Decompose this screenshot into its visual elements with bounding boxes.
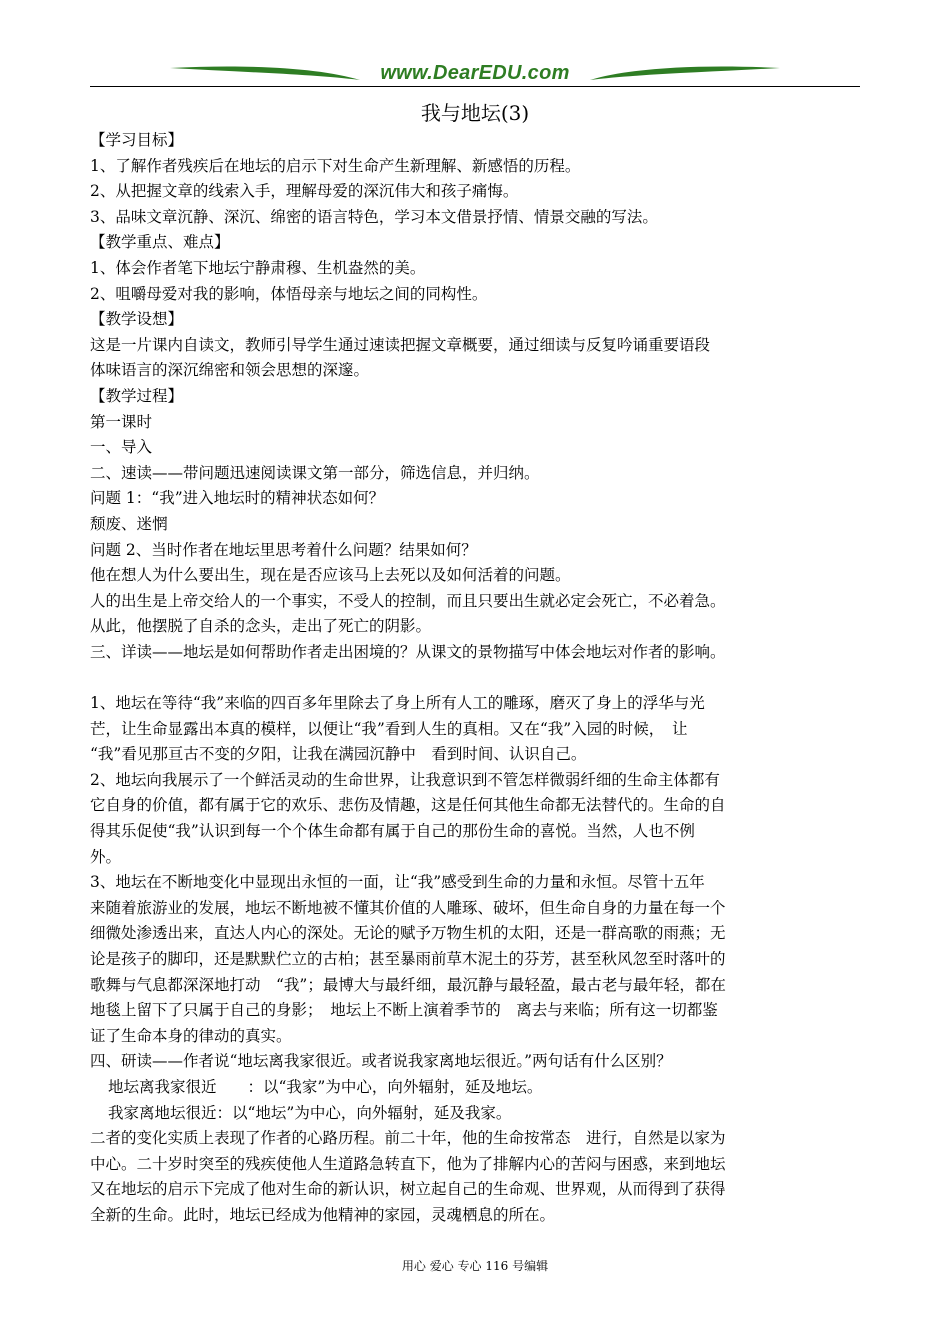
blank-line: [90, 665, 865, 691]
document-body: [90, 128, 865, 1229]
body-line: 1、地坛在等待“我”来临的四百多年里除去了身上所有人工的雕琢，磨灭了身上的浮华与光: [90, 694, 705, 713]
body-line: 歌舞与气息都深深地打动 “我”；最博大与最纤细，最沉静与最轻盈，最古老与最年轻，都在: [90, 975, 726, 994]
body-line: 3、地坛在不断地变化中显现出永恒的一面，让“我”感受到生命的力量和永恒。尽管十五年: [90, 873, 705, 892]
body-line: 证了生命本身的律动的真实。: [90, 1026, 292, 1045]
body-line: 人的出生是上帝交给人的一个事实，不受人的控制，而且只要出生就必定会死亡，不必着急。: [90, 591, 726, 610]
body-line: 地毯上留下了只属于自己的身影； 地坛上不断上演着季节的 离去与来临；所有这一切都鉴: [90, 1001, 718, 1020]
body-line: 四、研读——作者说“地坛离我家很近。或者说我家离地坛很近。”两句话有什么区别？: [90, 1052, 672, 1071]
body-line: “我”看见那亘古不变的夕阳，让我在满园沉静中 看到时间、认识自己。: [90, 745, 587, 764]
section-heading: 【教学重点、难点】: [90, 233, 230, 252]
body-line: 地坛离我家很近 ：以“我家”为中心，向外辐射，延及地坛。: [108, 1077, 543, 1096]
body-line: 又在地坛的启示下完成了他对生命的新认识，树立起自己的生命观、世界观，从而得到了获得: [90, 1180, 726, 1199]
body-line: 问题 2、当时作者在地坛里思考着什么问题？结果如何？: [90, 540, 477, 559]
body-line: 中心。二十岁时突至的残疾使他人生道路急转直下，他为了排解内心的苦闷与困惑，来到地坛: [90, 1154, 726, 1173]
body-line: 它自身的价值，都有属于它的欢乐、悲伤及情趣，这是任何其他生命都无法替代的。生命的自: [90, 796, 726, 815]
body-line: 来随着旅游业的发展，地坛不断地被不懂其价值的人雕琢、破坏，但生命自身的力量在每一个: [90, 898, 726, 917]
body-line: 我家离地坛很近：以“地坛”为中心，向外辐射，延及我家。: [108, 1103, 512, 1122]
body-line: 2、咀嚼母爱对我的影响，体悟母亲与地坛之间的同构性。: [90, 284, 488, 303]
body-line: 二、速读——带问题迅速阅读课文第一部分，筛选信息，并归纳。: [90, 463, 540, 482]
body-line: 1、体会作者笔下地坛宁静肃穆、生机盎然的美。: [90, 258, 426, 277]
body-line: 问题 1：“我”进入地坛时的精神状态如何？: [90, 489, 385, 508]
body-line: 二者的变化实质上表现了作者的心路历程。前二十年，他的生命按常态 进行，自然是以家为: [90, 1129, 726, 1148]
body-line: 2、从把握文章的线索入手，理解母爱的深沉伟大和孩子痛悔。: [90, 182, 519, 201]
body-line: 一、导入: [90, 438, 153, 457]
header-divider: [90, 86, 860, 87]
body-line: 论是孩子的脚印，还是默默伫立的古柏；甚至暴雨前草木泥土的芬芳，甚至秋风忽至时落叶的: [90, 950, 726, 968]
section-heading: 【学习目标】: [90, 131, 184, 149]
body-line: 颓废、迷惘: [90, 514, 168, 533]
body-line: 外。: [90, 847, 122, 866]
body-line: 全新的生命。此时，地坛已经成为他精神的家园，灵魂栖息的所在。: [90, 1205, 556, 1224]
body-line: 1、了解作者残疾后在地坛的启示下对生命产生新理解、新感悟的历程。: [90, 156, 581, 175]
body-line: 体味语言的深沉绵密和领会思想的深邃。: [90, 361, 370, 380]
body-line: 这是一片课内自读文，教师引导学生通过速读把握文章概要，通过细读与反复吟诵重要语段: [90, 335, 711, 354]
body-line: 得其乐促使“我”认识到每一个个体生命都有属于自己的那份生命的喜悦。当然，人也不例: [90, 822, 695, 841]
section-heading: 【教学设想】: [90, 310, 184, 329]
body-line: 细微处渗透出来，直达人内心的深处。无论的赋予万物生机的太阳，还是一群高歌的雨燕；无: [90, 924, 726, 943]
page-header: [90, 60, 860, 90]
page-footer: 用心 爱心 专心 116 号编辑: [401, 1259, 549, 1273]
body-line: 三、详读——地坛是如何帮助作者走出困境的？从课文的景物描写中体会地坛对作者的影响。: [90, 642, 726, 661]
body-line: 从此，他摆脱了自杀的念头，走出了死亡的阴影。: [90, 617, 432, 636]
body-line: 3、品味文章沉静、深沉、绵密的语言特色，学习本文借景抒情、情景交融的写法。: [90, 207, 658, 226]
document-title: 我与地坛(3): [420, 101, 530, 125]
body-line: 他在想人为什么要出生，现在是否应该马上去死以及如何活着的问题。: [90, 566, 571, 585]
site-logo[interactable]: www.DearEDU.com: [380, 62, 570, 84]
body-line: 2、地坛向我展示了一个鲜活灵动的生命世界，让我意识到不管怎样微弱纤细的生命主体都有: [90, 770, 720, 789]
body-line: 芒，让生命显露出本真的模样，以便让“我”看到人生的真相。又在“我”入园的时候， 让: [90, 719, 688, 738]
body-line: 第一课时: [90, 412, 153, 431]
section-heading: 【教学过程】: [90, 386, 184, 405]
